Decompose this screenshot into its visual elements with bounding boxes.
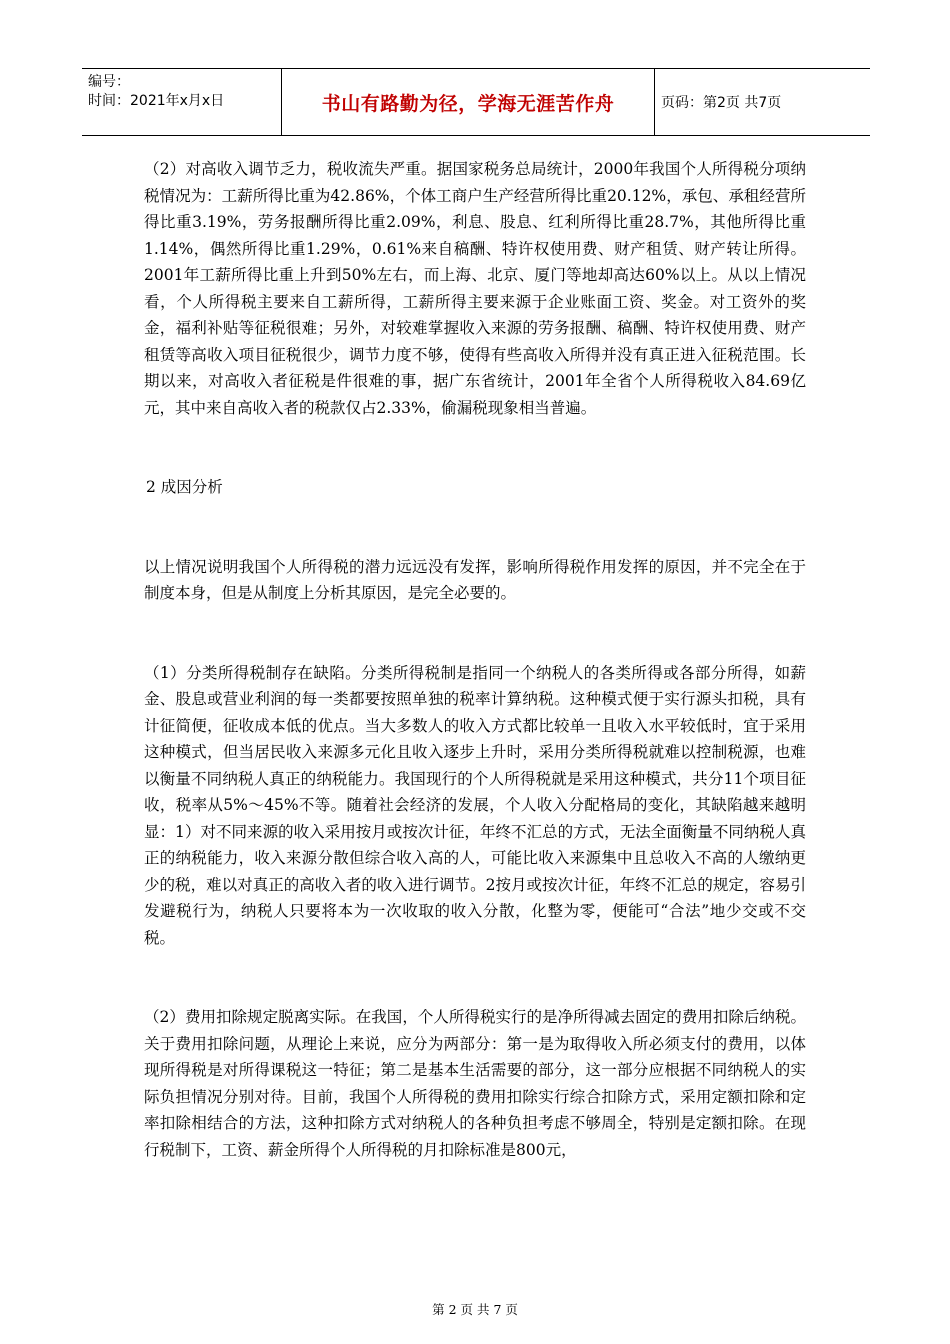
header-meta <box>82 69 282 135</box>
doc-number-label: 编号： <box>88 74 130 90</box>
paragraph-classified-tax-defects: （1）分类所得税制存在缺陷。分类所得税制是指同一个纳税人的各类所得或各部分所得，如薪金、股息或营业利润的每一类都要按照单独的税率计算纳税。这种模式便于实行源头扣税，具有计征简便，征收成本低的优点。当大多数人的收入方式都比较单一且收入水平较低时，宜于采用这种模式，但当居民收入来源多元化且收入逐步上升时，采用分类所得税就难以控制税源，也难以衡量不同纳税人真正的纳税能力。我国现行的个人所得税就是采用这种模式，共分11个项目征收，税率从5%～45%不等。随着社会经济的发展，个人收入分配格局的变化，其缺陷越来越明显：1）对不同来源的收入采用按月或按次计征，年终不汇总的方式，无法全面衡量不同纳税人真正的纳税能力，收入来源分散但综合收入高的人，可能比收入来源集中且总收入不高的人缴纳更少的税，难以对真正的高收入者的收入进行调节。2按月或按次计征，年终不汇总的规定，容易引发避税行为，纳税人只要将本为一次收取的收入分散，化整为零，便能可“合法”地少交或不交税。 <box>144 663 806 947</box>
page-header <box>82 68 870 136</box>
header-page-info: 页码：第2页 共7页 <box>661 95 782 111</box>
section-heading-cause-analysis: 2 成因分析 <box>146 478 223 496</box>
paragraph-high-income-regulation: （2）对高收入调节乏力，税收流失严重。据国家税务总局统计，2000年我国个人所得税分项纳税情况为：工薪所得比重为42.86%，个体工商户生产经营所得比重20.12%，承包、承租经营所得比重3.19%，劳务报酬所得比重2.09%，利息、股息、红利所得比重28.7%，其他所得比重1.14%，偶然所得比重1.29%，0.61%来自稿酬、特许权使用费、财产租赁、财产转让所得。2001年工薪所得比重上升到50%左右，而上海、北京、厦门等地却高达60%以上。从以上情况看，个人所得税主要来自工薪所得，工薪所得主要来源于企业账面工资、奖金。对工资外的奖金，福利补贴等征税很难；另外，对较难掌握收入来源的劳务报酬、稿酬、特许权使用费、财产租赁等高收入项目征税很少，调节力度不够，使得有些高收入所得并没有真正进入征税范围。长期以来，对高收入者征税是件很难的事，据广东省统计，2001年全省个人所得税收入84.69亿元，其中来自高收入者的税款仅占2.33%，偷漏税现象相当普遍。 <box>144 160 806 417</box>
paragraph-expense-deduction: （2）费用扣除规定脱离实际。在我国，个人所得税实行的是净所得减去固定的费用扣除后纳税。关于费用扣除问题，从理论上来说，应分为两部分：第一是为取得收入所必须支付的费用，以体现所得税是对所得课税这一特征；第二是基本生活需要的部分，这一部分应根据不同纳税人的实际负担情况分别对待。目前，我国个人所得税的费用扣除实行综合扣除方式，采用定额扣除和定率扣除相结合的方法，这种扣除方式对纳税人的各种负担考虑不够周全，特别是定额扣除。在现行税制下，工资、薪金所得个人所得税的月扣除标准是800元， <box>144 1008 806 1159</box>
header-motto: 书山有路勤为径，学海无涯苦作舟 <box>282 69 655 135</box>
paragraph-cause-intro: 以上情况说明我国个人所得税的潜力远远没有发挥，影响所得税作用发挥的原因，并不完全在于制度本身，但是从制度上分析其原因，是完全必要的。 <box>144 557 806 602</box>
date-line: 时间：2021年x月x日 <box>88 93 225 109</box>
page-footer: 第 2 页 共 7 页 <box>432 1302 518 1317</box>
document-body <box>144 156 806 1163</box>
